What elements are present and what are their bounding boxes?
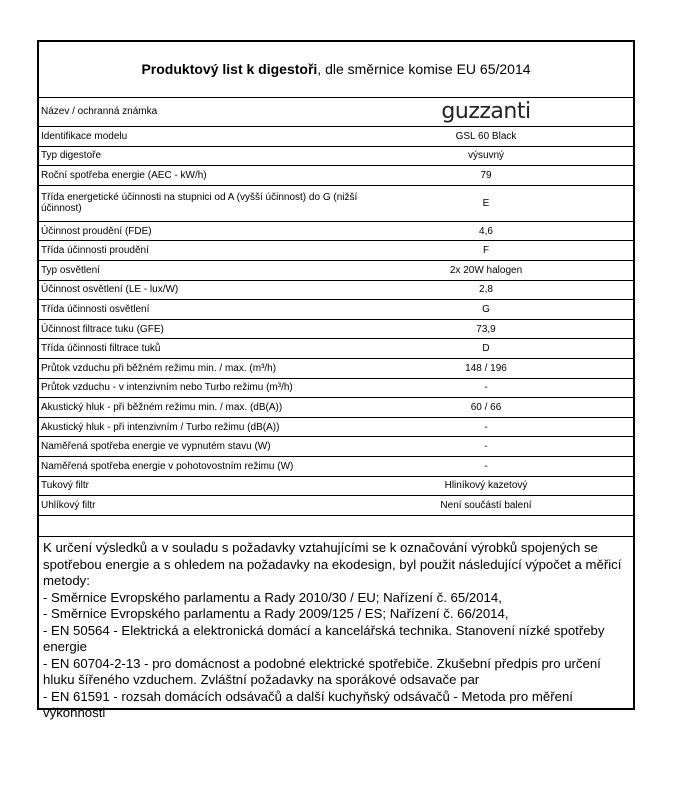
table-row xyxy=(39,186,633,222)
row-label: Třída účinnosti osvětlení xyxy=(41,303,150,315)
note-line: - EN 50564 - Elektrická a elektronická domácí a kancelářská technika. Stanovení nízké spotřeby energie xyxy=(43,622,605,654)
row-value: - xyxy=(484,460,488,472)
table-row xyxy=(39,457,633,477)
note-line: - Směrnice Evropského parlamentu a Rady 2009/125 / ES; Nařízení č. 66/2014, xyxy=(43,606,509,621)
brand-row xyxy=(39,97,633,127)
row-label: Naměřená spotřeba energie ve vypnutém stavu (W) xyxy=(41,441,271,453)
table-row xyxy=(39,477,633,497)
row-value: 73,9 xyxy=(476,323,496,335)
table-row xyxy=(39,418,633,438)
note-line: - EN 60704-2-13 - pro domácnost a podobné elektrické spotřebiče. Zkušební předpis pro určení hluku šířeného vzduchem. Zvláštní požadavky na sporákové odsavače par xyxy=(43,655,601,687)
row-label: Účinnost filtrace tuku (GFE) xyxy=(41,323,164,335)
sheet-title xyxy=(39,42,633,98)
row-value: 4,6 xyxy=(479,225,493,237)
table-row xyxy=(39,127,633,147)
row-label: Účinnost osvětlení (LE - lux/W) xyxy=(41,284,179,296)
measurement-notes xyxy=(43,540,627,722)
row-label: Akustický hluk - při intenzivním / Turbo režimu (dB(A)) xyxy=(41,421,280,433)
row-value: F xyxy=(482,245,490,257)
row-value: výsuvný xyxy=(467,150,505,162)
title-rest: , dle směrnice komise EU 65/2014 xyxy=(317,61,531,77)
table-row xyxy=(39,379,633,399)
row-label: Uhlíkový filtr xyxy=(41,499,96,511)
row-label: Třída účinnosti proudění xyxy=(41,245,149,257)
row-value: - xyxy=(484,382,488,394)
brand-logo-text: guzzanti xyxy=(441,99,531,124)
table-row xyxy=(39,320,633,340)
row-value: Hliníkový kazetový xyxy=(444,480,528,492)
title-bold: Produktový list k digestoři xyxy=(141,61,318,77)
spec-table xyxy=(39,97,633,516)
table-row xyxy=(39,281,633,301)
note-line: K určení výsledků a v souladu s požadavky vztahujícími se k označování výrobků spojených se spotřebou energie a s ohledem na požadavky na ekodesign, byl použit následující výpočet a měřicí metody: xyxy=(43,540,622,588)
table-row xyxy=(39,300,633,320)
row-value: 148 / 196 xyxy=(465,362,507,374)
brand-logo xyxy=(379,97,593,126)
row-label: Průtok vzduchu - v intenzivním nebo Turbo režimu (m³/h) xyxy=(41,382,293,394)
table-row xyxy=(39,222,633,242)
row-label: Průtok vzduchu při běžném režimu min. / max. (m³/h) xyxy=(41,362,277,374)
row-value: G xyxy=(482,303,490,315)
row-value: GSL 60 Black xyxy=(455,130,517,142)
row-value: 2,8 xyxy=(479,284,493,296)
table-row xyxy=(39,359,633,379)
row-value: 79 xyxy=(480,169,492,181)
row-label: Typ digestoře xyxy=(41,150,102,162)
row-value: - xyxy=(484,421,488,433)
row-label: Třída účinnosti filtrace tuků xyxy=(41,343,161,355)
row-value: 60 / 66 xyxy=(470,401,502,413)
row-label: Účinnost proudění (FDE) xyxy=(41,225,152,237)
table-spacer xyxy=(39,518,633,537)
row-label: Tukový filtr xyxy=(41,480,89,492)
row-label: Identifikace modelu xyxy=(41,130,128,142)
row-value: 2x 20W halogen xyxy=(449,264,523,276)
note-line: - EN 61591 - rozsah domácích odsávačů a další kuchyňský odsávačů - Metoda pro měření výkonnosti xyxy=(43,688,573,720)
row-value: Není součástí balení xyxy=(440,499,532,511)
row-label: Třída energetické účinnosti na stupnici od A (vyšší účinnost) do G (nižší účinnost) xyxy=(41,192,358,215)
table-row xyxy=(39,261,633,281)
brand-label: Název / ochranná známka xyxy=(41,106,158,117)
note-line: - Směrnice Evropského parlamentu a Rady 2010/30 / EU; Nařízení č. 65/2014, xyxy=(43,589,502,605)
table-row xyxy=(39,437,633,457)
row-value: - xyxy=(484,441,488,453)
row-label: Typ osvětlení xyxy=(41,264,100,276)
row-value: E xyxy=(482,197,490,209)
table-row xyxy=(39,398,633,418)
row-label: Naměřená spotřeba energie v pohotovostním režimu (W) xyxy=(41,460,294,472)
row-label: Roční spotřeba energie (AEC - kW/h) xyxy=(41,169,207,181)
row-value: D xyxy=(482,343,490,355)
table-row xyxy=(39,339,633,359)
row-label: Akustický hluk - při běžném režimu min. / max. (dB(A)) xyxy=(41,401,283,413)
table-row xyxy=(39,147,633,167)
table-row xyxy=(39,241,633,261)
table-row xyxy=(39,496,633,516)
table-row xyxy=(39,166,633,186)
product-sheet xyxy=(37,40,635,720)
